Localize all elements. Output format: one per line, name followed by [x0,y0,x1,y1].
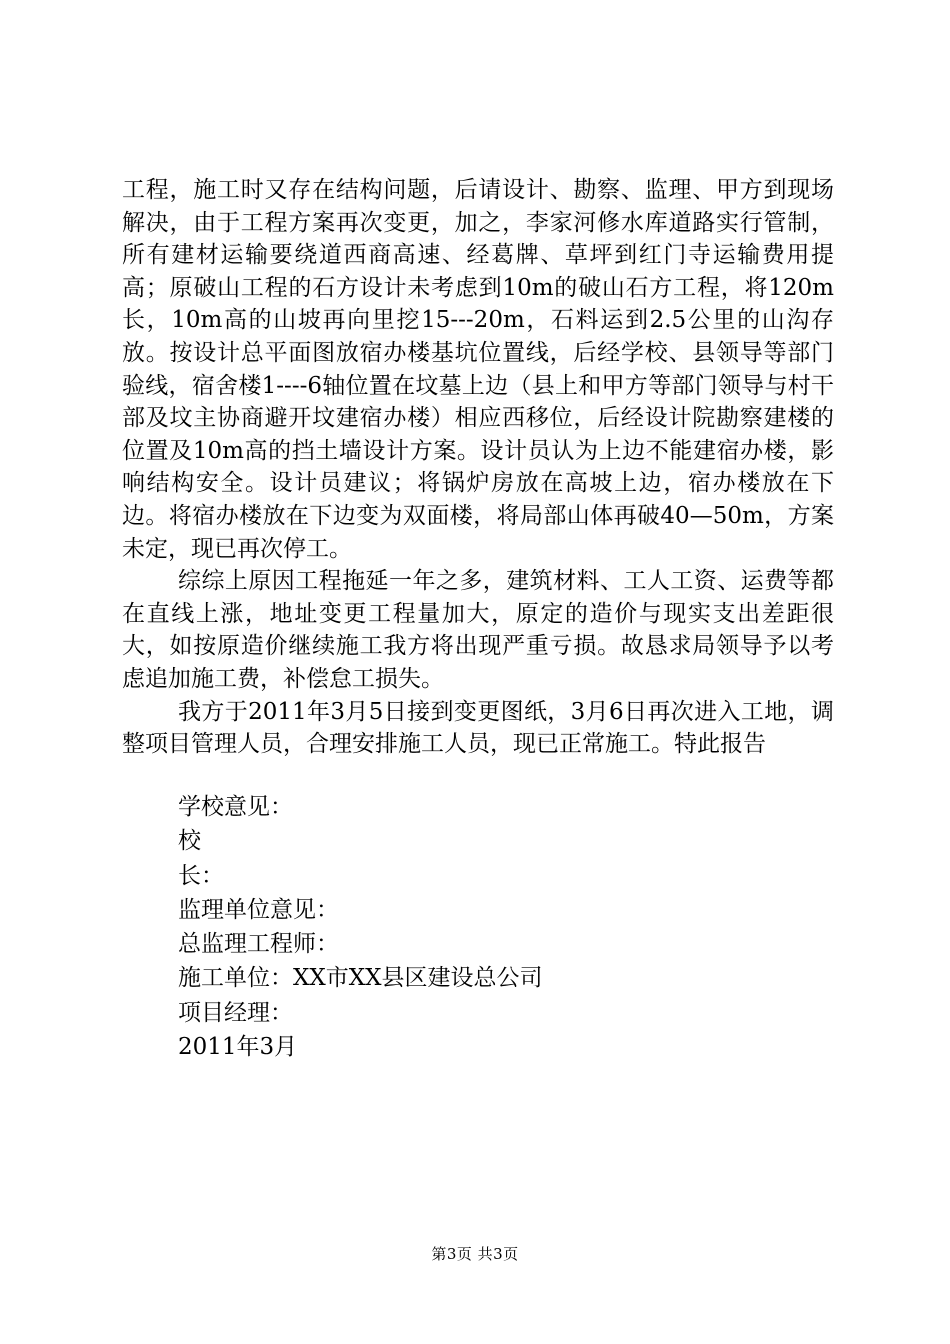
page-number-footer: 第3页 共3页 [431,1245,519,1263]
project-manager-label: 项目经理： [178,999,293,1026]
chief-supervisor-label: 总监理工程师： [178,931,339,958]
principal-label-part2: 长： [178,862,224,889]
paragraph-summary-request: 综综上原因工程拖延一年之多，建筑材料、工人工资、运费等都在直线上涨，地址变更工程量加大，原定的造价与现实支出差距很大，如按原造价继续施工我方将出现严重亏损。故恳求局领导予以考虑追加施工费，补偿怠工损失。 [122,568,834,692]
principal-label-part1: 校 [178,828,201,855]
signature-block [178,790,543,1064]
paragraph-continuation: 工程，施工时又存在结构问题，后请设计、勘察、监理、甲方到现场解决，由于工程方案再次变更，加之，李家河修水库道路实行管制，所有建材运输要绕道西商高速、经葛牌、草坪到红门寺运输费用提高；原破山工程的石方设计未考虑到10m的破山石方工程，将120m长，10m高的山坡再向里挖15---20m，石料运到2.5公里的山沟存放。按设计总平面图放宿办楼基坑位置线，后经学校、县领导等部门验线，宿舍楼1----6轴位置在坟墓上边（县上和甲方等部门领导与村干部及坟主协商避开坟建宿办楼）相应西移位，后经设计院勘察建楼的位置及10m高的挡土墙设计方案。设计员认为上边不能建宿办楼，影响结构安全。设计员建议；将锅炉房放在高坡上边，宿办楼放在下边。将宿办楼放在下边变为双面楼，将局部山体再破40—50m，方案未定，现已再次停工。 [122,177,834,562]
supervision-opinion-label: 监理单位意见： [178,896,339,923]
paragraph-resumption: 我方于2011年3月5日接到变更图纸，3月6日再次进入工地，调整项目管理人员，合理安排施工人员，现已正常施工。特此报告 [122,698,834,758]
construction-unit-line: 施工单位：XX市XX县区建设总公司 [178,965,543,992]
report-body [122,174,834,761]
school-opinion-label: 学校意见： [178,794,293,820]
report-date: 2011年3月 [178,1034,298,1061]
